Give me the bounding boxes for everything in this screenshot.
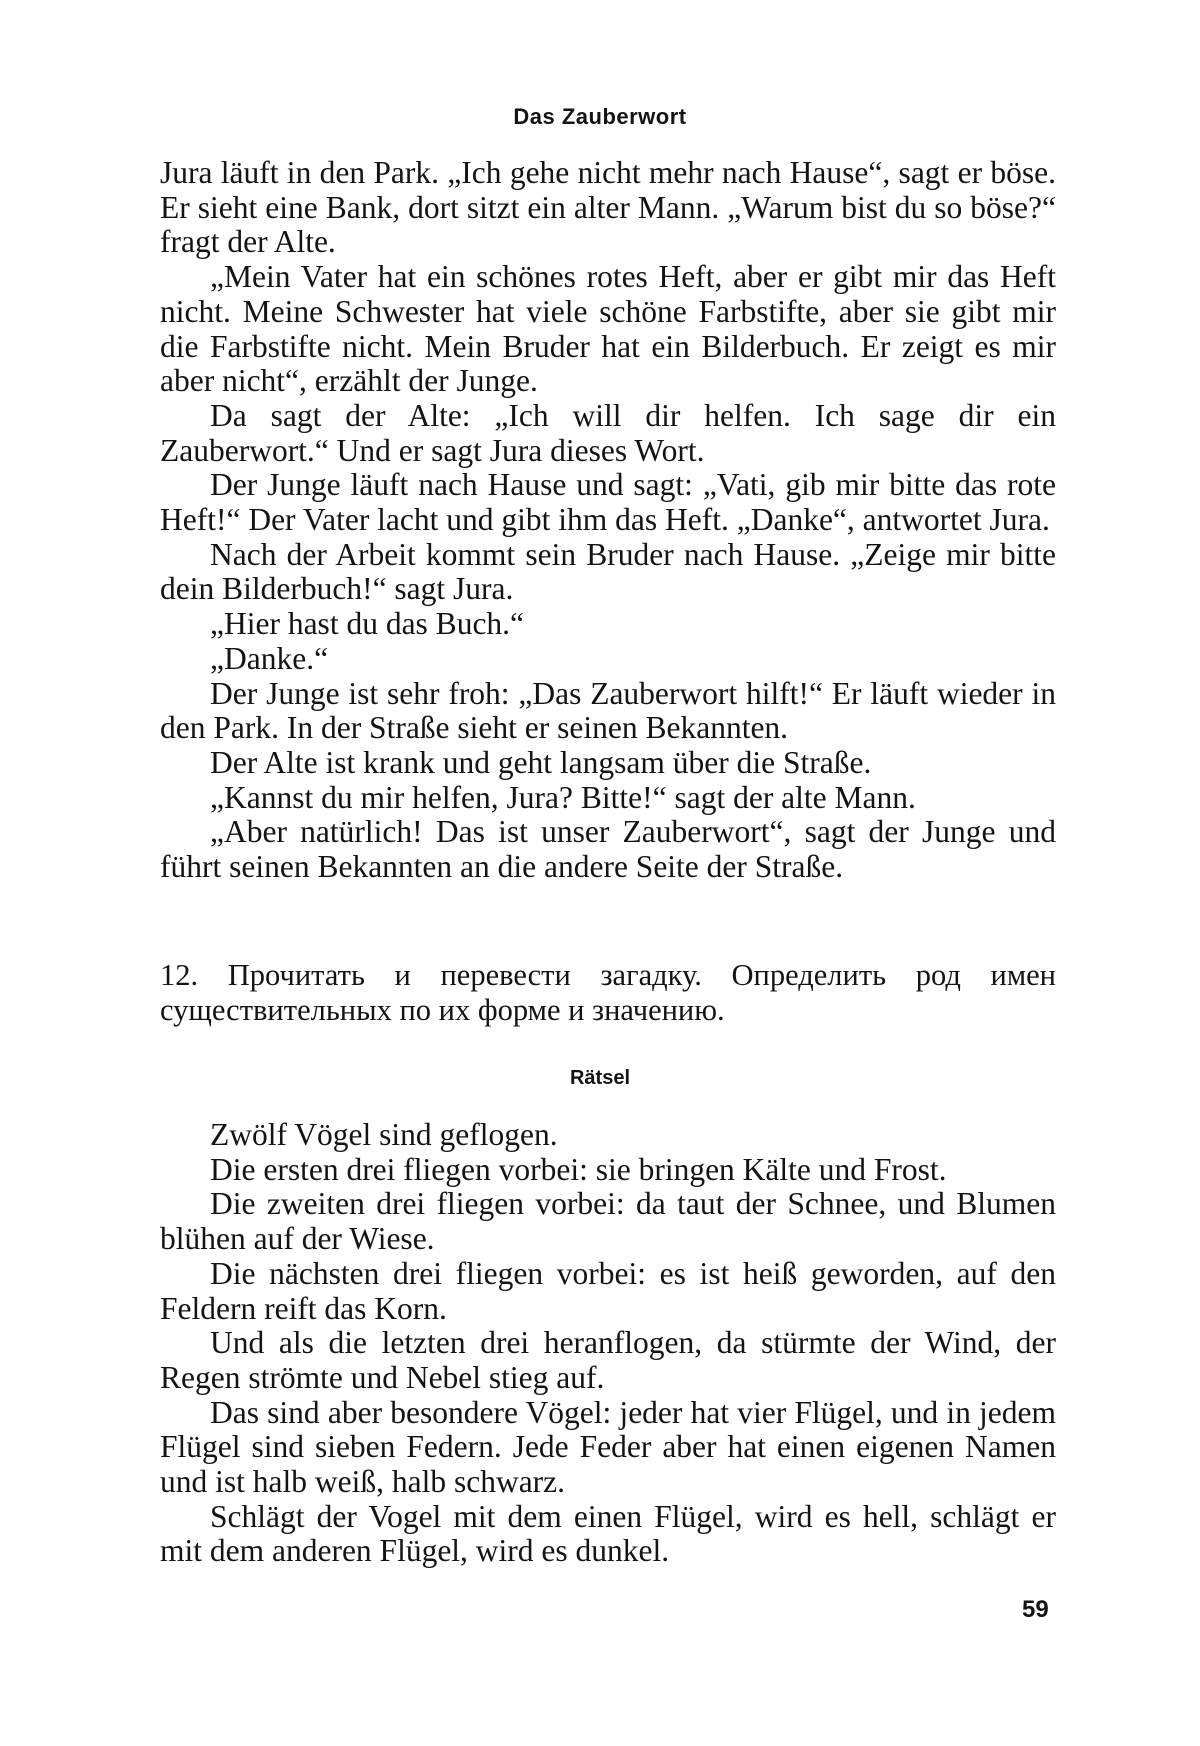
story-text bbox=[160, 156, 1056, 885]
story-paragraph: Da sagt der Alte: „Ich will dir helfen. Ich sage dir ein Zauberwort.“ Und er sagt Jura dieses Wort. bbox=[160, 397, 1056, 468]
riddle-paragraph: Die nächsten drei fliegen vorbei: es ist heiß geworden, auf den Feldern reift das Korn. bbox=[160, 1255, 1056, 1326]
story-paragraph: „Hier hast du das Buch.“ bbox=[210, 606, 525, 642]
story-paragraph: Nach der Arbeit kommt sein Bruder nach Hause. „Zeige mir bitte dein Bilderbuch!“ sagt Jura. bbox=[160, 536, 1056, 607]
story-paragraph: „Mein Vater hat ein schönes rotes Heft, aber er gibt mir das Heft nicht. Meine Schwester hat viele schöne Farbstifte, aber sie gibt mir die Farbstifte nicht. Mein Bruder hat ein Bilderbuch. Er zeigt es mir aber nicht“, erzählt der Junge. bbox=[160, 259, 1056, 399]
page-number: 59 bbox=[1022, 1596, 1049, 1623]
riddle-paragraph: Das sind aber besondere Vögel: jeder hat vier Flügel, und in jedem Flügel sind sieben Federn. Jede Feder aber hat einen eigenen Namen und ist halb weiß, halb schwarz. bbox=[160, 1394, 1056, 1500]
riddle-paragraph: Die ersten drei fliegen vorbei: sie bringen Kälte und Frost. bbox=[210, 1151, 947, 1187]
running-title: Das Zauberwort bbox=[513, 104, 687, 129]
exercise-instruction bbox=[160, 958, 1056, 1027]
story-paragraph: Der Junge ist sehr froh: „Das Zauberwort hilft!“ Er läuft wieder in den Park. In der Straße sieht er seinen Bekannten. bbox=[160, 675, 1056, 746]
riddle-paragraph: Zwölf Vögel sind geflogen. bbox=[210, 1117, 558, 1152]
riddle-text bbox=[160, 1118, 1056, 1569]
story-paragraph: Jura läuft in den Park. „Ich gehe nicht mehr nach Hause“, sagt er böse. Er sieht eine Bank, dort sitzt ein alter Mann. „Warum bist du so böse?“ fragt der Alte. bbox=[160, 155, 1056, 260]
riddle-paragraph: Und als die letzten drei heranflogen, da stürmte der Wind, der Regen strömte und Nebel stieg auf. bbox=[160, 1325, 1056, 1395]
story-paragraph: „Danke.“ bbox=[210, 640, 329, 676]
riddle-title: Rätsel bbox=[569, 1067, 631, 1089]
riddle-paragraph: Die zweiten drei fliegen vorbei: da taut der Schnee, und Blumen blühen auf der Wiese. bbox=[160, 1186, 1056, 1257]
story-paragraph: Der Alte ist krank und geht langsam über die Straße. bbox=[210, 744, 872, 780]
story-paragraph: „Aber natürlich! Das ist unser Zauberwort“, sagt der Junge und führt seinen Bekannten an die andere Seite der Straße. bbox=[160, 814, 1056, 885]
story-paragraph: „Kannst du mir helfen, Jura? Bitte!“ sagt der alte Mann. bbox=[210, 779, 916, 815]
riddle-paragraph: Schlägt der Vogel mit dem einen Flügel, wird es hell, schlägt er mit dem anderen Flügel, wird es dunkel. bbox=[160, 1498, 1056, 1569]
story-paragraph: Der Junge läuft nach Hause und sagt: „Vati, gib mir bitte das rote Heft!“ Der Vater lacht und gibt ihm das Heft. „Danke“, antwortet Jura. bbox=[160, 467, 1056, 538]
exercise-text: 12. Прочитать и перевести загадку. Определить род имен существительных по их форме и значению. bbox=[160, 958, 1056, 1027]
